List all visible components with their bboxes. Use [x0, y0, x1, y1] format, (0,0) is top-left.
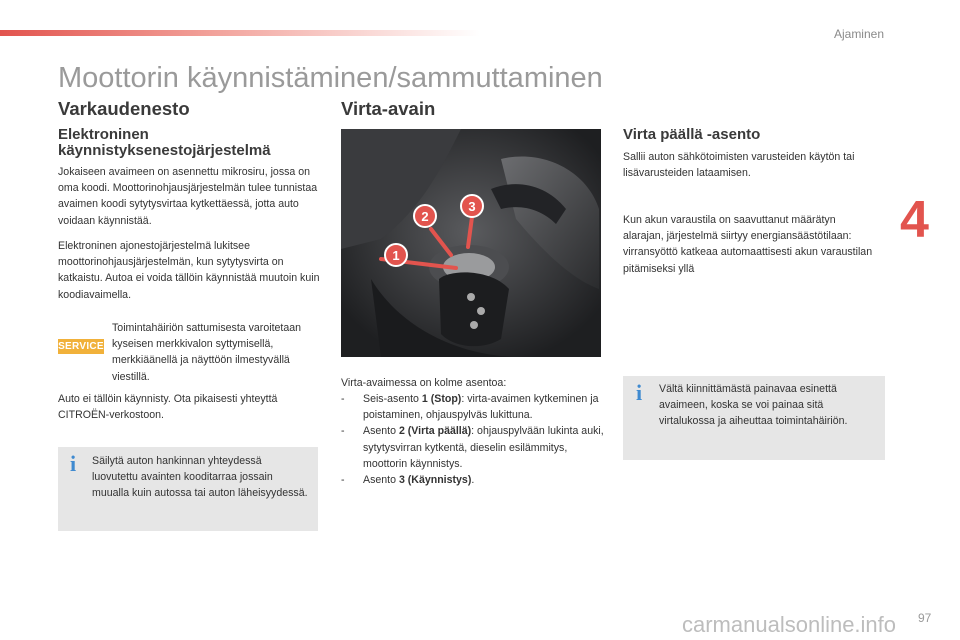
- chapter-number: 4: [900, 191, 929, 249]
- list-item: - Seis-asento 1 (Stop): virta-avaimen kytkeminen ja poistaminen, ohjauspylväs lukittuna.: [341, 391, 607, 423]
- svg-text:1: 1: [392, 248, 400, 263]
- page-title: Moottorin käynnistäminen/sammuttaminen: [58, 62, 603, 94]
- header-accent-bar: [0, 30, 480, 36]
- ignition-key-photo: [341, 129, 601, 357]
- section-label: Ajaminen: [833, 27, 884, 41]
- info-icon: i: [636, 380, 643, 405]
- list-item: - Asento 2 (Virta päällä): ohjauspylvään lukinta auki, sytytysvirran kytkentä, dieselin esilämmitys, moottorin käynnistys.: [341, 423, 607, 472]
- service-warning-icon: SERVICE: [58, 341, 104, 352]
- ignition-illustration: [341, 129, 601, 357]
- left-paragraph-1: Jokaiseen avaimeen on asennettu mikrosiru, jossa on oma koodi. Moottorinohjausjärjestelmän tulee tunnistaa avaimen koodi sytytysvirtaa kytkettäessä, jotta auto voidaan käynnistää.: [58, 166, 318, 227]
- list-item: - Asento 3 (Käynnistys).: [341, 472, 607, 488]
- left-paragraph-2: Elektroninen ajonestojärjestelmä lukitsee moottorinohjausjärjestelmän, kun sytytysvirta on katkaistu. Autoa ei voida tällöin käynnistää muutoin kuin koodiavaimella.: [58, 240, 320, 301]
- middle-heading: Virta-avain: [341, 98, 436, 119]
- right-subheading: Virta päällä -asento: [623, 126, 761, 143]
- svg-text:3: 3: [468, 199, 476, 214]
- left-info-text: Säilytä auton hankinnan yhteydessä luovutettu avainten kooditarraa jossain muualla kuin autossa tai auton läheisyydessä.: [92, 455, 308, 500]
- left-paragraph-3: Auto ei tällöin käynnisty. Ota pikaisesti yhteyttä CITROËN-verkostoon.: [58, 393, 278, 422]
- photo-label-1: [385, 244, 407, 266]
- left-heading: Varkaudenesto: [58, 98, 190, 119]
- key-positions-intro: Virta-avaimessa on kolme asentoa:: [341, 377, 507, 389]
- right-info-text: Vältä kiinnittämästä painavaa esinettä avaimeen, koska se voi painaa sitä virtalukossa ja aiheuttaa toimintahäiriön.: [659, 383, 848, 428]
- right-paragraph-2: Kun akun varaustila on saavuttanut määrätyn alarajan, järjestelmä siirtyy energiansäästötilaan: virransyöttö katkeaa automaattisesti akun varaustilan pitämiseksi yllä: [623, 214, 873, 275]
- watermark: carmanualsonline.info: [682, 612, 897, 637]
- service-warning-text: Toimintahäiriön sattumisesta varoitetaan kyseisen merkkivalon syttymisellä, merkkiäänellä ja näyttöön ilmestyvällä viestillä.: [112, 322, 302, 383]
- photo-label-3: [461, 195, 483, 217]
- page-number: 97: [918, 611, 932, 625]
- info-icon: i: [70, 451, 77, 476]
- photo-label-2: [414, 205, 436, 227]
- svg-text:2: 2: [421, 209, 429, 224]
- key-positions-list: [341, 391, 607, 488]
- right-paragraph-1: Sallii auton sähkötoimisten varusteiden käytön tai lisävarusteiden lataamisen.: [623, 151, 855, 180]
- left-subheading: Elektroninen käynnistyksenestojärjestelmä: [58, 126, 271, 159]
